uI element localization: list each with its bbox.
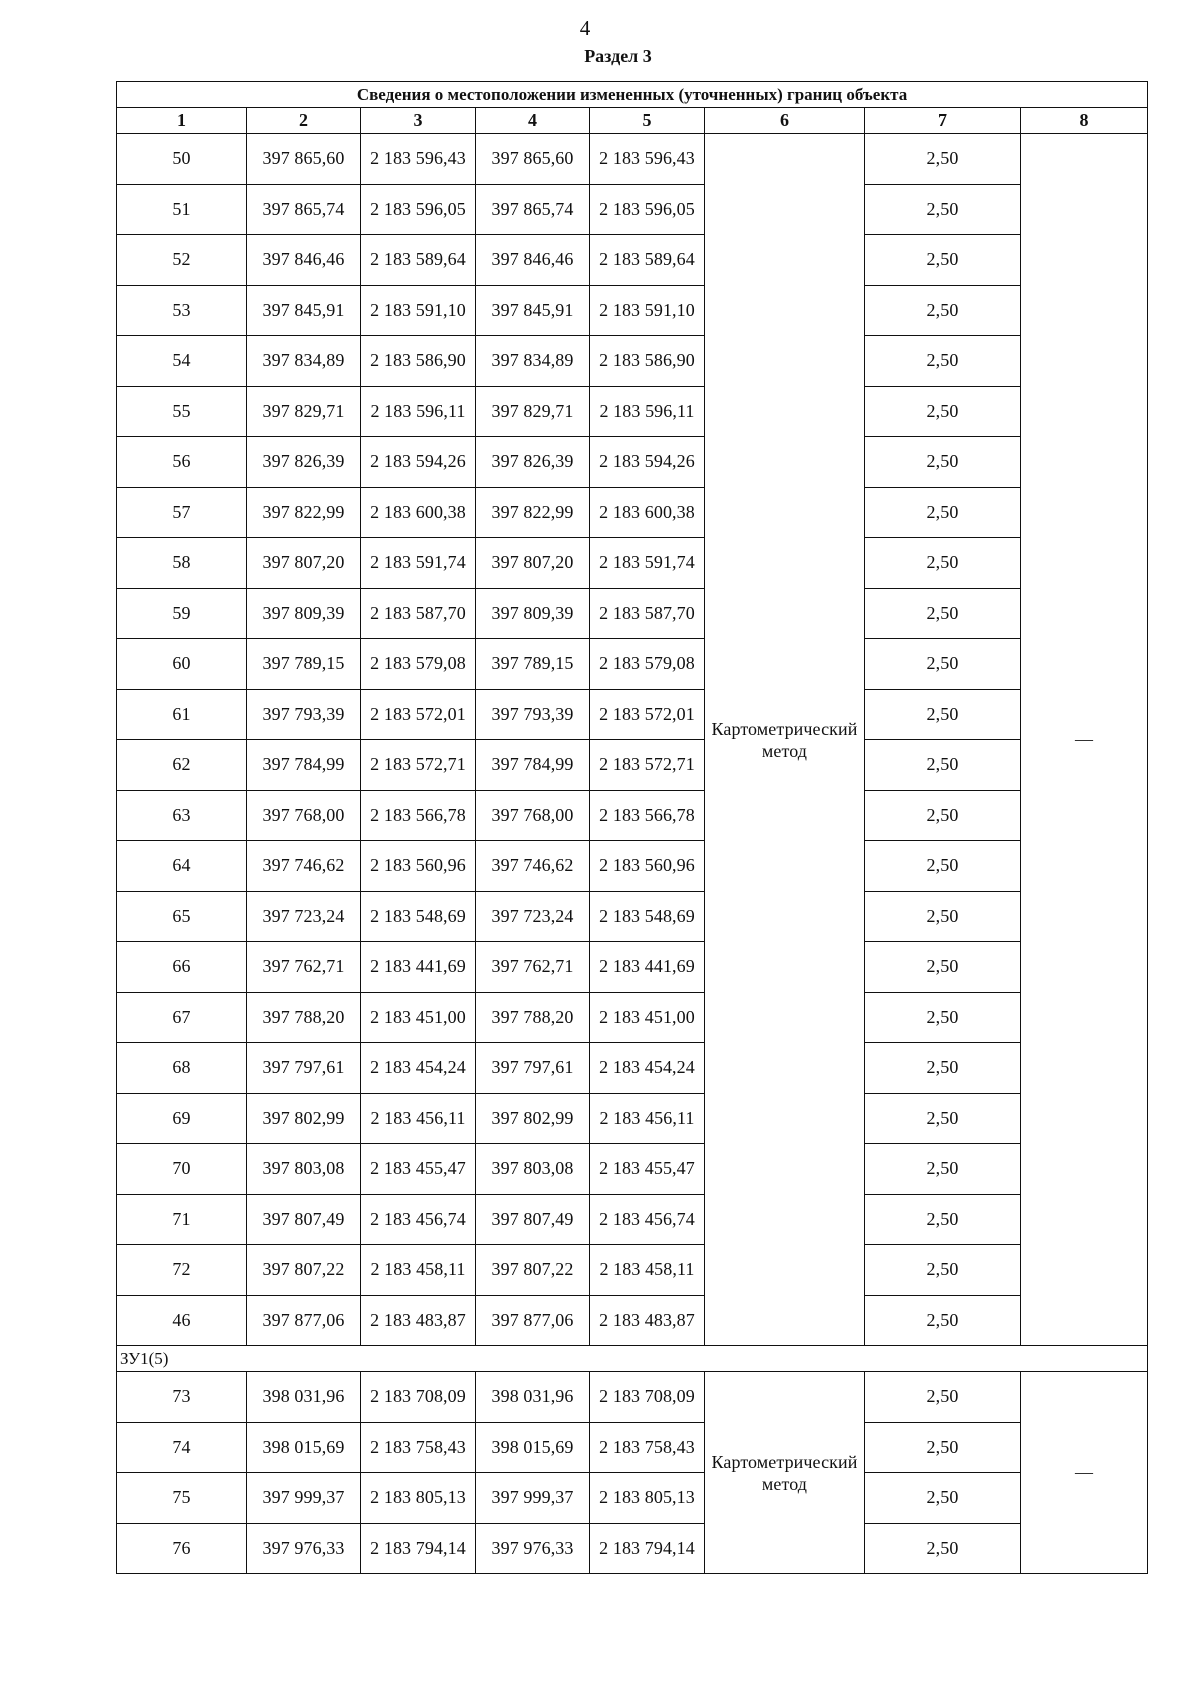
x-coordinate-new-cell: 397 865,60 [476, 134, 590, 185]
y-coordinate-cell: 2 183 587,70 [361, 588, 476, 639]
accuracy-cell: 2,50 [865, 639, 1021, 690]
y-coordinate-new-cell: 2 183 805,13 [590, 1473, 705, 1524]
x-coordinate-cell: 397 784,99 [247, 740, 361, 791]
y-coordinate-cell: 2 183 591,10 [361, 285, 476, 336]
table-row [117, 1372, 1148, 1423]
y-coordinate-new-cell: 2 183 560,96 [590, 841, 705, 892]
x-coordinate-new-cell: 397 746,62 [476, 841, 590, 892]
point-number-cell: 60 [117, 639, 247, 690]
description-cell: — [1021, 1372, 1148, 1574]
column-number: 6 [705, 108, 865, 134]
method-cell: Картометрический метод [705, 134, 865, 1346]
table-row [117, 1245, 1148, 1296]
y-coordinate-cell: 2 183 758,43 [361, 1422, 476, 1473]
accuracy-cell: 2,50 [865, 689, 1021, 740]
x-coordinate-cell: 397 807,20 [247, 538, 361, 589]
x-coordinate-new-cell: 397 768,00 [476, 790, 590, 841]
table-caption-row [117, 82, 1148, 108]
table-row [117, 487, 1148, 538]
y-coordinate-new-cell: 2 183 458,11 [590, 1245, 705, 1296]
y-coordinate-new-cell: 2 183 591,74 [590, 538, 705, 589]
y-coordinate-new-cell: 2 183 566,78 [590, 790, 705, 841]
y-coordinate-new-cell: 2 183 455,47 [590, 1144, 705, 1195]
x-coordinate-cell: 397 877,06 [247, 1295, 361, 1346]
point-number-cell: 56 [117, 437, 247, 488]
accuracy-cell: 2,50 [865, 1295, 1021, 1346]
point-number-cell: 53 [117, 285, 247, 336]
y-coordinate-new-cell: 2 183 441,69 [590, 942, 705, 993]
x-coordinate-cell: 397 723,24 [247, 891, 361, 942]
point-number-cell: 61 [117, 689, 247, 740]
accuracy-cell: 2,50 [865, 1523, 1021, 1574]
x-coordinate-new-cell: 397 793,39 [476, 689, 590, 740]
y-coordinate-cell: 2 183 454,24 [361, 1043, 476, 1094]
x-coordinate-cell: 397 793,39 [247, 689, 361, 740]
x-coordinate-new-cell: 397 802,99 [476, 1093, 590, 1144]
accuracy-cell: 2,50 [865, 184, 1021, 235]
x-coordinate-new-cell: 398 015,69 [476, 1422, 590, 1473]
group-label: ЗУ1(5) [117, 1346, 1148, 1372]
x-coordinate-cell: 397 999,37 [247, 1473, 361, 1524]
table-row [117, 740, 1148, 791]
x-coordinate-new-cell: 397 865,74 [476, 184, 590, 235]
table-row [117, 1422, 1148, 1473]
y-coordinate-new-cell: 2 183 596,11 [590, 386, 705, 437]
table-row [117, 184, 1148, 235]
y-coordinate-new-cell: 2 183 572,01 [590, 689, 705, 740]
table-row [117, 1194, 1148, 1245]
x-coordinate-cell: 397 822,99 [247, 487, 361, 538]
x-coordinate-cell: 397 846,46 [247, 235, 361, 286]
y-coordinate-cell: 2 183 794,14 [361, 1523, 476, 1574]
x-coordinate-new-cell: 397 784,99 [476, 740, 590, 791]
description-cell: — [1021, 134, 1148, 1346]
point-number-cell: 67 [117, 992, 247, 1043]
accuracy-cell: 2,50 [865, 1473, 1021, 1524]
x-coordinate-cell: 397 834,89 [247, 336, 361, 387]
y-coordinate-new-cell: 2 183 587,70 [590, 588, 705, 639]
x-coordinate-new-cell: 397 788,20 [476, 992, 590, 1043]
x-coordinate-new-cell: 397 877,06 [476, 1295, 590, 1346]
y-coordinate-new-cell: 2 183 454,24 [590, 1043, 705, 1094]
y-coordinate-cell: 2 183 483,87 [361, 1295, 476, 1346]
accuracy-cell: 2,50 [865, 386, 1021, 437]
y-coordinate-new-cell: 2 183 758,43 [590, 1422, 705, 1473]
table-row [117, 1144, 1148, 1195]
x-coordinate-new-cell: 397 829,71 [476, 386, 590, 437]
x-coordinate-new-cell: 397 797,61 [476, 1043, 590, 1094]
point-number-cell: 69 [117, 1093, 247, 1144]
x-coordinate-cell: 397 829,71 [247, 386, 361, 437]
x-coordinate-new-cell: 397 762,71 [476, 942, 590, 993]
accuracy-cell: 2,50 [865, 942, 1021, 993]
table-row [117, 942, 1148, 993]
accuracy-cell: 2,50 [865, 235, 1021, 286]
point-number-cell: 59 [117, 588, 247, 639]
x-coordinate-new-cell: 397 807,49 [476, 1194, 590, 1245]
point-number-cell: 72 [117, 1245, 247, 1296]
accuracy-cell: 2,50 [865, 1093, 1021, 1144]
accuracy-cell: 2,50 [865, 992, 1021, 1043]
point-number-cell: 68 [117, 1043, 247, 1094]
table-row [117, 538, 1148, 589]
x-coordinate-new-cell: 397 723,24 [476, 891, 590, 942]
y-coordinate-new-cell: 2 183 591,10 [590, 285, 705, 336]
accuracy-cell: 2,50 [865, 487, 1021, 538]
point-number-cell: 73 [117, 1372, 247, 1423]
y-coordinate-new-cell: 2 183 708,09 [590, 1372, 705, 1423]
point-number-cell: 46 [117, 1295, 247, 1346]
y-coordinate-cell: 2 183 805,13 [361, 1473, 476, 1524]
point-number-cell: 65 [117, 891, 247, 942]
table-row [117, 891, 1148, 942]
y-coordinate-cell: 2 183 596,11 [361, 386, 476, 437]
y-coordinate-new-cell: 2 183 596,05 [590, 184, 705, 235]
table-row [117, 285, 1148, 336]
x-coordinate-cell: 397 789,15 [247, 639, 361, 690]
y-coordinate-new-cell: 2 183 456,74 [590, 1194, 705, 1245]
point-number-cell: 54 [117, 336, 247, 387]
column-number: 7 [865, 108, 1021, 134]
table-row [117, 639, 1148, 690]
y-coordinate-new-cell: 2 183 456,11 [590, 1093, 705, 1144]
y-coordinate-cell: 2 183 572,71 [361, 740, 476, 791]
point-number-cell: 62 [117, 740, 247, 791]
y-coordinate-cell: 2 183 441,69 [361, 942, 476, 993]
column-number: 5 [590, 108, 705, 134]
x-coordinate-cell: 397 809,39 [247, 588, 361, 639]
y-coordinate-cell: 2 183 586,90 [361, 336, 476, 387]
accuracy-cell: 2,50 [865, 437, 1021, 488]
x-coordinate-new-cell: 397 846,46 [476, 235, 590, 286]
table-row [117, 437, 1148, 488]
y-coordinate-new-cell: 2 183 483,87 [590, 1295, 705, 1346]
y-coordinate-new-cell: 2 183 451,00 [590, 992, 705, 1043]
table-row [117, 336, 1148, 387]
x-coordinate-cell: 397 865,74 [247, 184, 361, 235]
table-row [117, 689, 1148, 740]
y-coordinate-cell: 2 183 458,11 [361, 1245, 476, 1296]
y-coordinate-new-cell: 2 183 572,71 [590, 740, 705, 791]
table-row [117, 1093, 1148, 1144]
y-coordinate-cell: 2 183 591,74 [361, 538, 476, 589]
table-row [117, 386, 1148, 437]
table-row [117, 235, 1148, 286]
y-coordinate-cell: 2 183 456,11 [361, 1093, 476, 1144]
y-coordinate-cell: 2 183 600,38 [361, 487, 476, 538]
table-row [117, 1473, 1148, 1524]
x-coordinate-new-cell: 397 803,08 [476, 1144, 590, 1195]
x-coordinate-new-cell: 397 809,39 [476, 588, 590, 639]
accuracy-cell: 2,50 [865, 588, 1021, 639]
y-coordinate-new-cell: 2 183 586,90 [590, 336, 705, 387]
method-cell: Картометрический метод [705, 1372, 865, 1574]
x-coordinate-new-cell: 397 999,37 [476, 1473, 590, 1524]
column-number: 4 [476, 108, 590, 134]
accuracy-cell: 2,50 [865, 1043, 1021, 1094]
x-coordinate-new-cell: 397 976,33 [476, 1523, 590, 1574]
x-coordinate-new-cell: 397 845,91 [476, 285, 590, 336]
x-coordinate-cell: 397 788,20 [247, 992, 361, 1043]
x-coordinate-cell: 397 865,60 [247, 134, 361, 185]
y-coordinate-cell: 2 183 455,47 [361, 1144, 476, 1195]
point-number-cell: 51 [117, 184, 247, 235]
accuracy-cell: 2,50 [865, 336, 1021, 387]
x-coordinate-new-cell: 397 822,99 [476, 487, 590, 538]
accuracy-cell: 2,50 [865, 1422, 1021, 1473]
y-coordinate-cell: 2 183 566,78 [361, 790, 476, 841]
point-number-cell: 58 [117, 538, 247, 589]
boundary-coordinates-table [116, 81, 1148, 1574]
y-coordinate-cell: 2 183 708,09 [361, 1372, 476, 1423]
y-coordinate-cell: 2 183 572,01 [361, 689, 476, 740]
y-coordinate-new-cell: 2 183 579,08 [590, 639, 705, 690]
point-number-cell: 63 [117, 790, 247, 841]
y-coordinate-cell: 2 183 560,96 [361, 841, 476, 892]
y-coordinate-new-cell: 2 183 589,64 [590, 235, 705, 286]
x-coordinate-new-cell: 397 807,20 [476, 538, 590, 589]
column-number: 2 [247, 108, 361, 134]
point-number-cell: 71 [117, 1194, 247, 1245]
y-coordinate-new-cell: 2 183 794,14 [590, 1523, 705, 1574]
x-coordinate-cell: 397 768,00 [247, 790, 361, 841]
y-coordinate-cell: 2 183 579,08 [361, 639, 476, 690]
x-coordinate-cell: 397 803,08 [247, 1144, 361, 1195]
accuracy-cell: 2,50 [865, 891, 1021, 942]
table-row [117, 1295, 1148, 1346]
table-row [117, 588, 1148, 639]
point-number-cell: 66 [117, 942, 247, 993]
x-coordinate-cell: 398 031,96 [247, 1372, 361, 1423]
x-coordinate-cell: 397 807,49 [247, 1194, 361, 1245]
column-number: 1 [117, 108, 247, 134]
x-coordinate-new-cell: 397 807,22 [476, 1245, 590, 1296]
point-number-cell: 57 [117, 487, 247, 538]
table-row [117, 1523, 1148, 1574]
x-coordinate-cell: 397 807,22 [247, 1245, 361, 1296]
group2-rows [117, 1346, 1148, 1574]
accuracy-cell: 2,50 [865, 538, 1021, 589]
x-coordinate-cell: 397 797,61 [247, 1043, 361, 1094]
table-row [117, 134, 1148, 185]
x-coordinate-cell: 397 762,71 [247, 942, 361, 993]
accuracy-cell: 2,50 [865, 1194, 1021, 1245]
x-coordinate-cell: 398 015,69 [247, 1422, 361, 1473]
y-coordinate-new-cell: 2 183 596,43 [590, 134, 705, 185]
group-label-row [117, 1346, 1148, 1372]
y-coordinate-cell: 2 183 456,74 [361, 1194, 476, 1245]
point-number-cell: 64 [117, 841, 247, 892]
point-number-cell: 55 [117, 386, 247, 437]
column-number: 8 [1021, 108, 1148, 134]
accuracy-cell: 2,50 [865, 1144, 1021, 1195]
accuracy-cell: 2,50 [865, 1372, 1021, 1423]
accuracy-cell: 2,50 [865, 134, 1021, 185]
point-number-cell: 50 [117, 134, 247, 185]
y-coordinate-cell: 2 183 451,00 [361, 992, 476, 1043]
table-row [117, 841, 1148, 892]
accuracy-cell: 2,50 [865, 285, 1021, 336]
table-row [117, 1043, 1148, 1094]
y-coordinate-new-cell: 2 183 548,69 [590, 891, 705, 942]
column-numbers-row [117, 108, 1148, 134]
x-coordinate-new-cell: 398 031,96 [476, 1372, 590, 1423]
table-row [117, 992, 1148, 1043]
y-coordinate-cell: 2 183 548,69 [361, 891, 476, 942]
accuracy-cell: 2,50 [865, 1245, 1021, 1296]
x-coordinate-cell: 397 802,99 [247, 1093, 361, 1144]
point-number-cell: 75 [117, 1473, 247, 1524]
x-coordinate-cell: 397 976,33 [247, 1523, 361, 1574]
y-coordinate-cell: 2 183 594,26 [361, 437, 476, 488]
x-coordinate-cell: 397 826,39 [247, 437, 361, 488]
point-number-cell: 70 [117, 1144, 247, 1195]
x-coordinate-new-cell: 397 826,39 [476, 437, 590, 488]
table-row [117, 790, 1148, 841]
x-coordinate-new-cell: 397 834,89 [476, 336, 590, 387]
point-number-cell: 74 [117, 1422, 247, 1473]
column-number: 3 [361, 108, 476, 134]
section-title: Раздел 3 [584, 46, 652, 66]
accuracy-cell: 2,50 [865, 790, 1021, 841]
y-coordinate-new-cell: 2 183 600,38 [590, 487, 705, 538]
x-coordinate-cell: 397 746,62 [247, 841, 361, 892]
table-caption: Сведения о местоположении измененных (уточненных) границ объекта [117, 82, 1148, 108]
accuracy-cell: 2,50 [865, 740, 1021, 791]
x-coordinate-cell: 397 845,91 [247, 285, 361, 336]
point-number-cell: 52 [117, 235, 247, 286]
accuracy-cell: 2,50 [865, 841, 1021, 892]
point-number-cell: 76 [117, 1523, 247, 1574]
y-coordinate-new-cell: 2 183 594,26 [590, 437, 705, 488]
group1-rows [117, 134, 1148, 1346]
x-coordinate-new-cell: 397 789,15 [476, 639, 590, 690]
y-coordinate-cell: 2 183 596,43 [361, 134, 476, 185]
page-number: 4 [579, 16, 591, 40]
y-coordinate-cell: 2 183 596,05 [361, 184, 476, 235]
y-coordinate-cell: 2 183 589,64 [361, 235, 476, 286]
